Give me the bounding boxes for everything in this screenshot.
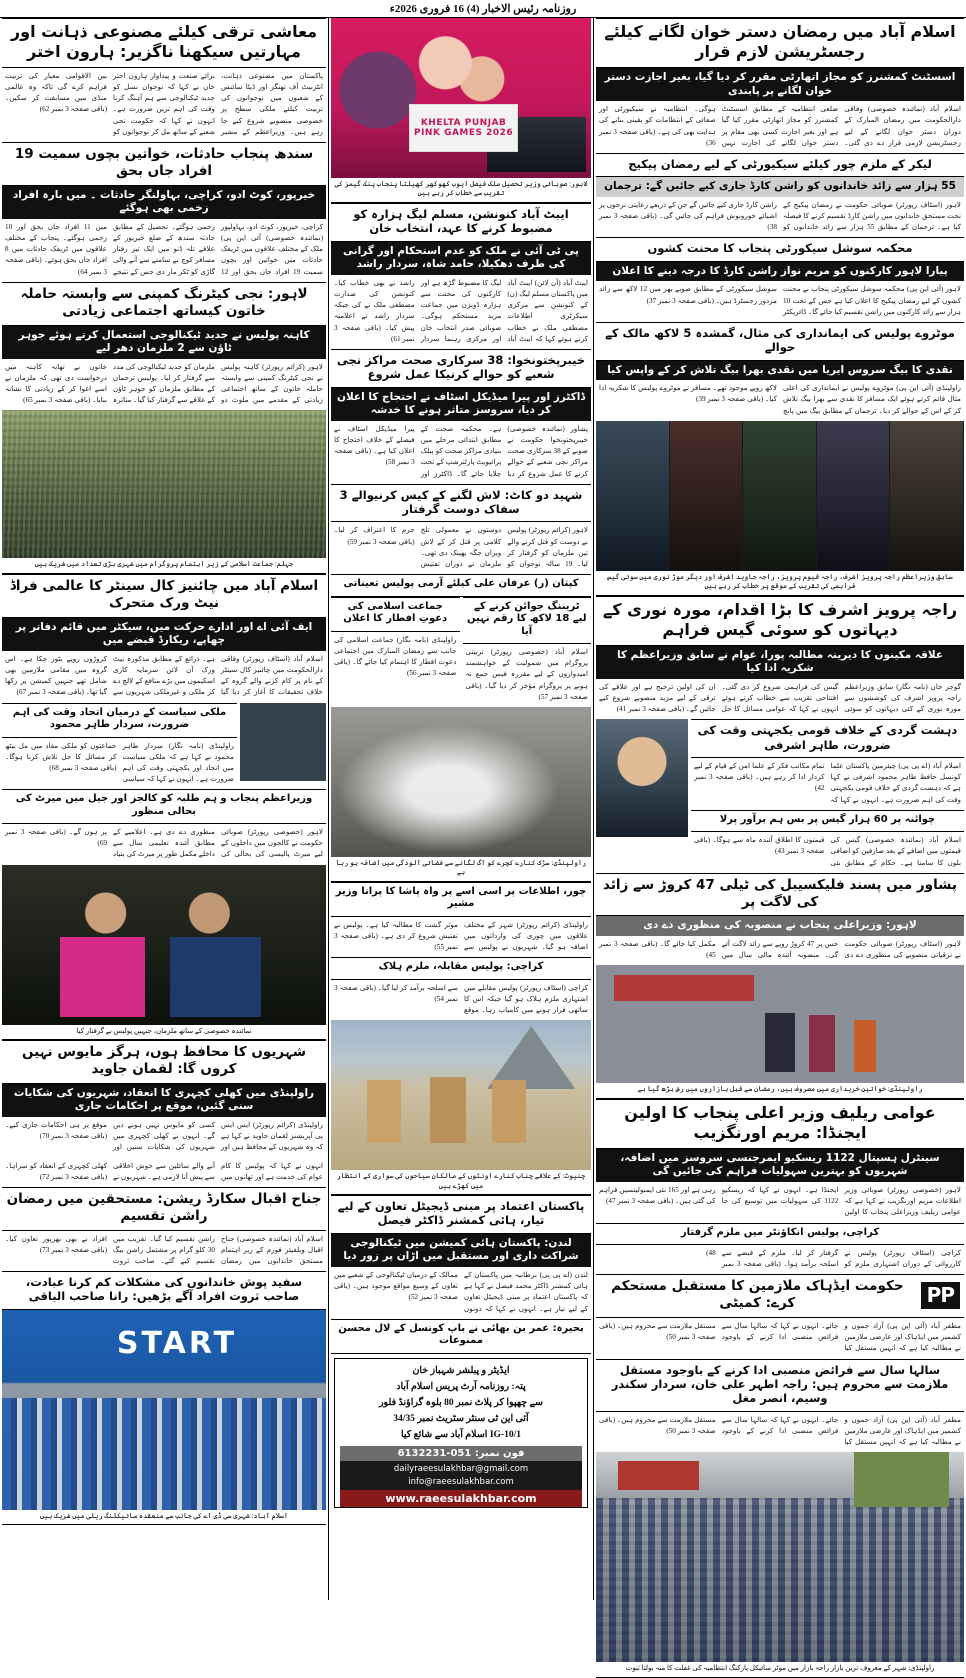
- address-line-4: آئی این ٹی سنٹر سٹریٹ نمبر 34/35: [393, 1414, 529, 1425]
- caption-street-market: راولپنڈی: خواتین خریداری میں مصروف ہیں، رمضان سے قبل بازاروں میں رش بڑھ گیا ہے: [596, 1083, 964, 1098]
- photo-pink-games: [331, 18, 591, 203]
- body-development-project: لاہور (اسٹاف رپورٹر) صوبائی حکومت نے ترقیاتی منصوبے کی منظوری دے دی جس پر 47 کروڑ روپے سے زائد لاگت آئے گی۔ منصوبہ آئندہ مالی سال میں مکمل کیا جائے گا۔ (باقی صفحہ 3 نمبر 45): [599, 940, 961, 960]
- leader-portrait-5: [890, 421, 964, 571]
- photo-street-market: [596, 965, 964, 1098]
- headline-council-case: بحیرہ: عمر بن بھائی نے باپ کونسل کے لال محسن ممنوعات: [331, 1319, 591, 1354]
- body-public-relief: لاہور (خصوصی رپورٹر) صوبائی وزیر اطلاعات مریم اورنگزیب نے کہا ہے کہ عوامی ریلیف وزیراعلی پنجاب کا اولین ایجنڈا ہے۔ انہوں نے کہا کہ ریسکیو 1122 کی سہولیات میں توسیع کی جا رہی ہے اور 165 نئی ایمبولینسیں فراہم کی گئی ہیں۔ (باقی صفحہ 3 نمبر 47): [599, 1186, 961, 1217]
- camel-2: [430, 1077, 466, 1143]
- caption-cycling-rally: اسلام آباد: شہری سی ڈی اے کی جانب سے منعقدہ سائیکلنگ ریلی میں شریک ہیں: [2, 1510, 326, 1525]
- leader-portrait-3: [743, 421, 817, 571]
- headline-islamabad-ramzan: اسلام آباد میں رمضان دستر خوان لگانے کیلئے رجسٹریشن لازم قرار: [596, 18, 964, 68]
- body-gas-price: اسلام آباد (نمائندہ خصوصی) گیس کی قیمتوں میں اضافے کے بعد صارفین کو اضافی بلوں کا سامنا ہے۔ حکام کے مطابق نئی قیمتوں کا اطلاق آئندہ ماہ سے ہوگا۔ (باقی صفحہ 3 نمبر 43): [694, 836, 961, 867]
- email-1: dailyraeesulakhbar@gmail.com: [393, 1464, 529, 1475]
- body-ration-distribution: اسلام آباد (نمائندہ خصوصی) جناح اقبال ویلفیئر فورم کے زیر اہتمام مستحق خاندانوں میں رمضان راشن تقسیم کیا گیا۔ تقریب میں 30 کلو گرام پر مشتمل راشن بیگ تقسیم کیے گئے۔ صاحب ثروت افراد نے بھی بھرپور تعاون کیا۔ (باقی صفحہ 3 نمبر 73): [5, 1234, 323, 1265]
- body-karachi-police-encounter: کراچی (اسٹاف رپورٹر) پولیس مقابلے میں اشتہاری ملزم ہلاک ہو گیا جبکہ اس کا ساتھی فرار ہونے میں کامیاب رہا۔ موقع سے اسلحہ برآمد کر لیا گیا۔ (باقی صفحہ 3 نمبر 54): [334, 983, 588, 1014]
- body-adhoc-employees: مظفر آباد (آئی این پی) آزاد جموں و کشمیر میں ایڈہاک اور عارضی ملازمین نے مطالبہ کیا ہے کہ انہیں مستقل کیا جائے۔ انہوں نے کہا کہ سالہا سال سے فرائض منصبی ادا کرنے کے باوجود مستقل ملازمت سے محروم ہیں۔ (باقی صفحہ 3 نمبر 50): [599, 1322, 961, 1353]
- body-lahore-assault: لاہور (کرائم رپورٹر) کاہنہ پولیس نے نجی کیٹرنگ کمپنی سے وابستہ حاملہ خاتون کے ساتھ اجتماعی زیادتی کے مقدمے میں ملوث دو ملزمان کو جدید ٹیکنالوجی کی مدد سے گرفتار کر لیا۔ پولیس ترجمان کے مطابق ملزمان کو جوہر ٹاؤن کے علاقے سے گرفتار کیا گیا۔ متاثرہ خاتون نے تھانہ کاہنہ میں درخواست دی تھی کہ ملزمان نے اسے اغوا کر کے زیادتی کا نشانہ بنایا۔ (باقی صفحہ 3 نمبر 65): [5, 362, 323, 405]
- headline-adhoc-employees: [596, 1274, 964, 1318]
- suspect-2-shirt: [170, 937, 261, 1017]
- camels-image: [331, 1020, 591, 1170]
- headline-adhoc-employees-text: حکومت ایڈہاک ملازمین کا مستقبل مستحکم کرے: کمیٹی: [611, 1278, 904, 1312]
- email-2: info@raeesulakhbar.com: [408, 1476, 514, 1487]
- headline-abbottabad-convention: ایبٹ آباد کنونشن، مسلم لیگ ہزارہ کو مضبوط کرنے کا عہد، انتخاب خان: [331, 203, 591, 242]
- subhead-call-center-fraud: ایف آئی اے اور ادارے حرکت میں، سیکٹر میں قائم دفاتر پر چھاپے، ریکارڈ قبضے میں: [2, 618, 326, 651]
- camel-3: [492, 1080, 526, 1143]
- body-luqman-javed-2: انہوں نے کہا کہ پولیس کا کام عوام کی خدمت ہے اور تھانوں میں آنے والے سائلین سے خوش اخلاقی سے پیش آنا لازمی ہے۔ شہریوں نے کھلی کچہری کے انعقاد کو سراہا۔ (باقی صفحہ 3 نمبر 72): [5, 1161, 323, 1181]
- shop-sign: [618, 1461, 699, 1490]
- headline-ration-distribution: جناح اقبال سکارڈ ریشن: مستحقین میں رمضان راشن تقسیم: [2, 1187, 326, 1231]
- body-murder-arrest: لاہور (کرائم رپورٹر) پولیس نے دوست کو قتل کرنے والے تین ملزمان کو گرفتار کر لیا۔ 19 سالہ نوجوان کو دوستوں نے معمولی تلخ کلامی پر قتل کر کے لاش ویران جگہ پھینک دی تھی۔ ملزمان نے دوران تفتیش جرم کا اعتراف کر لیا۔ (باقی صفحہ 3 نمبر 59): [334, 526, 588, 568]
- column-left: [0, 18, 328, 1600]
- cyclists: [2, 1398, 326, 1510]
- caption-camels: چنیوٹ: کے علاقے چناب کنارے اونٹوں کے مالکان سیاحوں کی سواری کے انتظار میں کھڑے ہیں: [331, 1170, 591, 1195]
- subhead-kp-health-centers: ڈاکٹرز اور پیرا میڈیکل اسٹاف نے احتجاج کا اعلان کر دیا، سروسز متاثر ہونے کا خدشہ: [331, 388, 591, 421]
- photo-two-suspects: [2, 865, 326, 1040]
- body-national-unity: اسلام آباد (اے پی پی) چیئرمین پاکستان علما کونسل حافظ طاہر محمود اشرفی نے کہا ہے کہ دہشت گردی کے خلاف قومی یکجہتی وقت کی اہم ضرورت ہے۔ انہوں نے کہا کہ تمام مکاتب فکر کے علما امن کے قیام کے لیے کردار ادا کر رہے ہیں۔ (باقی صفحہ 3 نمبر 42): [694, 762, 961, 804]
- address-line-2: پتہ: روزنامہ آرٹ پریس اسلام آباد: [396, 1381, 526, 1392]
- caption-bike-parking: راولپنڈی: شہر کے معروف ترین بازار راجہ بازار میں موٹر سائیکل پارکنگ انتظامیہ کی غفلت کا منہ بولتا ثبوت: [596, 1662, 964, 1677]
- headline-national-unity: دہشت گردی کے خلاف قومی یکجہتی وقت کی ضرورت، طاہر اشرفی: [691, 719, 964, 758]
- photo-leaders-group: [596, 421, 964, 596]
- body-ai-economy: پاکستان میں مصنوعی ذہانت، انٹرنیٹ آف تھنگز اور ڈیٹا سائنس کے شعبوں میں نوجوانوں کی تربیت کیلئے ملکی سطح پر خصوصی منصوبے شروع کیے جا رہے ہیں۔ وزیراعظم کے مشیر برائے صنعت و پیداوار ہارون اختر خان نے کہا کہ نوجوان نسل کو جدید ٹیکنالوجی سے ہم آہنگ کرنا وقت کی اہم ترین ضرورت ہے۔ انہوں نے کہا کہ حکومت نجی شعبے کے ساتھ مل کر نوجوانوں کو بین الاقوامی معیار کی تربیت فراہم کرے گی تاکہ وہ عالمی منڈی میں مسابقت کر سکیں۔ (باقی صفحہ 3 نمبر 62): [5, 72, 323, 136]
- body-training-join: اسلام آباد (خصوصی رپورٹر) تربیتی پروگرام میں شمولیت کے خواہشمند امیدواروں کے لیے مقررہ فیس جمع نہ ہونے پر پروگرام مؤخر کر دیا گیا۔ (باقی صفحہ 3 نمبر 57): [465, 648, 588, 701]
- subhead-public-relief: سینٹرل ہسپتال 1122 ریسکیو ایمرجنسی سروسز میں اضافہ، شہریوں کو بہترین سہولیات فراہم کی جائیں گی: [596, 1149, 964, 1182]
- subhead-abbottabad-convention: پی ٹی آئی نے ملک کو عدم استحکام اور گرانی کی طرف دھکیلا، حامد شاہ، سردار راشد: [331, 242, 591, 275]
- headline-call-center-fraud: اسلام آباد میں چائنیز کال سینٹر کا عالمی فراڈ نیٹ ورک متحرک: [2, 574, 326, 618]
- body-call-center-fraud: اسلام آباد (اسٹاف رپورٹر) وفاقی دارالحکومت میں چائنیز کال سینٹر کے نام پر کام کرنے والے گروہ کے خلاف تحقیقات کا آغاز کر دیا گیا ہے۔ ذرائع کے مطابق مذکورہ نیٹ ورک آن لائن سرمایہ کاری اسکیموں میں بڑے منافع کے لالچ دے کر ملکی و غیرملکی شہریوں سے کروڑوں روپے بٹور چکا ہے۔ اس گروہ میں مقامی ملازمین بھی شامل تھے جنہیں کمیشن پر رکھا گیا تھا۔ (باقی صفحہ 3 نمبر 67): [5, 654, 323, 697]
- address-line-3: سے چھپوا کر پلاٹ نمبر 80 بلوہ گراؤنڈ فلور: [378, 1397, 544, 1408]
- subhead-digital-cooperation: لندن: پاکستان ہائی کمیشن میں ٹیکنالوجی شراکت داری اور مستقبل میں اڑان پر زور دیا: [331, 1234, 591, 1267]
- photo-camels: [331, 1020, 591, 1195]
- headline-ai-economy: معاشی ترقی کیلئے مصنوعی ذہانت اور مہارتیں سیکھنا ناگزیر: ہارون اختر: [2, 18, 326, 68]
- address-line-5: IG-10/1 اسلام آباد سے شائع کیا: [401, 1430, 521, 1441]
- subhead-luqman-javed: راولپنڈی میں کھلی کچہری کا انعقاد، شہریوں کی شکایات سنی گئیں، موقع پر احکامات جاری: [2, 1084, 326, 1117]
- caption-pink-games: لاہور: صوبائی وزیر تحصیل ملک فیصل ایوب کھوکھر کھیلتا پنجاب پنک گیمز کی تقریب سے خطاب کر رہے ہیں: [331, 178, 591, 203]
- headline-karachi-police-encounter: کراچی: پولیس مقابلہ، ملزم ہلاک: [331, 957, 591, 980]
- tahir-mahmood-image: [240, 703, 326, 781]
- email-addresses: [340, 1461, 582, 1490]
- body-gas-supply: گوجر خان (نامہ نگار) سابق وزیراعظم راجہ پرویز اشرف کی کوششوں سے مورہ نوری کے کئی دیہاتوں کو سوئی گیس کی فراہمی شروع کر دی گئی۔ افتتاحی تقریب سے خطاب کرتے ہوئے انہوں نے کہا کہ عوامی مسائل کا حل ان کی اولین ترجیح ہے اور علاقے کی ترقی کے لیے مزید منصوبے شروع کیے جائیں گے۔ (باقی صفحہ 3 نمبر 41): [599, 682, 961, 714]
- cleric-image: [596, 719, 688, 837]
- phone-label: فون نمبر:: [474, 1448, 525, 1460]
- street-market-image: [596, 965, 964, 1083]
- headline-kp-health-centers: خیبرپختونخوا: 38 سرکاری صحت مراکز نجی شعبے کو حوالے کرنیکا عمل شروع: [331, 349, 591, 388]
- subhead-ramzan-package: 55 ہزار سے زائد خاندانوں کو راشن کارڈ جاری کیے جائیں گے: ترجمان: [596, 177, 964, 197]
- headline-murder-arrest: شہید دو کاٹ: لاش لگنے کے کیس کرنیوالے 3 سفاک دوست گرفتار: [331, 484, 591, 523]
- headline-accidents-19-dead: سندھ پنجاب حادثات، خواتین بچوں سمیت 19 افراد جاں بحق: [2, 142, 326, 186]
- leaders-image: [596, 421, 964, 571]
- headline-theft-reports: چور، اطلاعات پر اسی اسے پر واہ پاشا کا پرانا وزیر مشیر: [331, 882, 591, 917]
- headline-charity-appeal: سفید پوش خاندانوں کی مشکلات کم کرنا عبادت، صاحب ثروت افراد آگے بڑھیں: رانا صاحب الباقی: [2, 1271, 326, 1310]
- pedestrian-2: [809, 1015, 835, 1072]
- body-merit-policy: لاہور (خصوصی رپورٹر) صوبائی حکومت نے کالجوں میں داخلوں کے لیے میرٹ پالیسی کی بحالی کی منظوری دے دی ہے۔ اعلامیے کے مطابق آئندہ تعلیمی سال سے داخلے مکمل طور پر میرٹ کی بنیاد پر ہوں گے۔ (باقی صفحہ 3 نمبر 69): [5, 828, 323, 859]
- masthead: [0, 0, 966, 18]
- website-url[interactable]: www.raeesulakhbar.com: [340, 1490, 582, 1507]
- subhead-accidents-19-dead: خیرپور، کوٹ ادو، کراچی، بہاولنگر حادثات ۔ میں بارہ افراد زخمی بھی ہوگئے: [2, 186, 326, 219]
- leader-portrait-2: [670, 421, 744, 571]
- headline-public-relief: عوامی ریلیف وزیر اعلی پنجاب کا اولین ایجنڈا: مریم اورنگزیب: [596, 1099, 964, 1149]
- headline-development-project: پشاور میں پسند فلیکسیبل کی ٹیلی 47 کروڑ سے زائد کی لاگت پر: [596, 873, 964, 917]
- body-ramzan-package: لاہور (اسٹاف رپورٹر) صوبائی حکومت نے رمضان پیکیج کے تحت مستحق خاندانوں میں راشن کارڈ تقسیم کرنے کا فیصلہ کیا ہے۔ ترجمان کے مطابق 55 ہزار سے زائد خاندانوں کو راشن کارڈ جاری کیے جائیں گے جن کے ذریعے رعایتی نرخوں پر اشیائے خورونوش فراہم کی جائیں گی۔ (باقی صفحہ 3 نمبر 38): [599, 200, 962, 232]
- photo-jamaat-crowd: [2, 410, 326, 573]
- headline-social-security: محکمہ سوشل سیکورٹی پنجاب کا محنت کشوں: [596, 237, 964, 261]
- camel-1: [367, 1080, 401, 1143]
- smoke-pollution-image: [331, 707, 591, 857]
- masthead-text: روزنامہ رئیس الاخبار (4) 16 فروری 2026ء: [389, 3, 577, 15]
- body-theft-reports: راولپنڈی (کرائم رپورٹر) شہر کے مختلف علاقوں میں چوری کی وارداتوں میں اضافہ ہو گیا۔ شہریوں نے پولیس سے موثر گشت کا مطالبہ کیا ہے۔ پولیس نے تفتیش شروع کر دی ہے۔ (باقی صفحہ 3 نمبر 55): [334, 920, 588, 951]
- pedestrian-3: [854, 1020, 876, 1072]
- headline-permanent-jobs: سالہا سال سے فرائض منصبی ادا کرنے کے باوجود مستقل ملازمت سے محروم ہیں: راجہ اطہر علی خان، سردار سکندر وسیم، انصر مغل: [596, 1359, 964, 1412]
- phone-value: 051-6132231: [397, 1448, 472, 1460]
- column-middle: [328, 18, 594, 1600]
- bike-parking-image: [596, 1452, 964, 1662]
- caption-two-suspects: نمائندہ خصوصی کے ساتھ ملزمان، جنہیں پولیس نے گرفتار کیا: [2, 1025, 326, 1040]
- body-accidents-19-dead: کراچی، خیرپور، کوٹ ادو، بہاولپور (نمائندہ خصوصی) آئی این پی) ملک کے مختلف علاقوں میں ٹریفک حادثات میں خواتین اور بچوں سمیت 19 افراد جاں بحق اور 12 زخمی ہوگئے۔ تحصیل کے مطابق حادثہ سندھ کے ضلع خیرپور کے علاقے تلہ ڈنو میں ایک تیز رفتار مسافر کوچ نے سامنے سے آنے والی گاڑی کو ٹکر مار دی جس کے نتیجے میں 11 افراد جاں بحق اور 10 زخمی ہوگئے۔ پنجاب کے مختلف علاقوں میں ٹریفک حادثات میں 8 افراد جاں بحق ہوئے۔ (باقی صفحہ 3 نمبر 64): [5, 222, 323, 276]
- start-banner-text: START: [116, 1326, 238, 1362]
- photo-smoke-pollution: [331, 707, 591, 882]
- editor-publisher: ایڈیٹر و پبلشر شہباز خان: [412, 1365, 510, 1376]
- headline-ramzan-package: لیکر کے ملزم چور کیلئے سیکیورٹی کے لیے رمضان پیکیج: [596, 153, 964, 177]
- leader-portrait-4: [817, 421, 891, 571]
- body-luqman-javed: راولپنڈی (کرائم رپورٹر) ایس ایس پی آپریشنز لقمان جاوید نے کہا ہے کہ وہ شہریوں کے محافظ ہیں اور کسی کو مایوس نہیں ہونے دیں گے۔ انہوں نے کھلی کچہری میں شہریوں کی شکایات سنیں اور موقع پر ہی احکامات جاری کیے۔ (باقی صفحہ 3 نمبر 70): [5, 1121, 323, 1152]
- headline-digital-cooperation: پاکستان اعتماد پر مبنی ڈیجیٹل تعاون کے لیے تیار، ہائی کمشنر ڈاکٹر فیصل: [331, 1195, 591, 1234]
- cycling-rally-image: [2, 1310, 326, 1510]
- subhead-development-project: لاہور: وزیراعلی پنجاب نے منصوبہ کی منظوری دے دی: [596, 916, 964, 936]
- photo-tahir-mahmood: [240, 703, 326, 781]
- headline-luqman-javed: شہریوں کا محافظ ہوں، ہرگز مایوس نہیں کروں گا: لقمان جاوید: [2, 1040, 326, 1084]
- headline-gas-supply: راجہ پرویز اشرف کا بڑا اقدام، مورہ نوری کے دیہاتوں کو سوئی گیس فراہم: [596, 596, 964, 646]
- headline-gas-price: چوائنہ پر 60 ہزار گیس پر بس ہم برآور پرلا: [691, 810, 964, 833]
- body-iftar-invitation: راولپنڈی (نامہ نگار) جماعت اسلامی کی جانب سے رمضان المبارک میں اجتماعی دعوت افطار کا اہتمام کیا جائے گا۔ (باقی صفحہ 3 نمبر 56): [334, 635, 457, 677]
- headline-merit-policy: وزیراعظم پنجاب و ہم طلبہ کو کالجز اور جیل میں میرٹ کی بحالی منظور: [2, 789, 326, 824]
- newspaper-page: [0, 18, 966, 1673]
- body-digital-cooperation: لندن (اے پی پی) برطانیہ میں پاکستان کے ہائی کمشنر ڈاکٹر محمد فیصل نے کہا ہے کہ پاکستان اعتماد پر مبنی ڈیجیٹل تعاون کے لیے تیار ہے۔ انہوں نے کہا کہ دونوں ممالک کے درمیان ٹیکنالوجی کے شعبے میں تعاون کے وسیع مواقع موجود ہیں۔ (باقی صفحہ 3 نمبر 52): [334, 1271, 588, 1313]
- photo-cleric: [596, 719, 688, 837]
- pp-logo: PP: [921, 1282, 960, 1309]
- banner-line-2: PINK GAMES 2026: [413, 128, 514, 139]
- headline-army-police-posting: کپتان (ر) عرفان علی کیلئے آرمی پولیس تعیناتی: [331, 574, 591, 597]
- body-adhoc-employees-2: مظفر آباد (آئی این پی) آزاد جموں و کشمیر میں ایڈہاک اور عارضی ملازمین نے مطالبہ کیا ہے کہ انہیں مستقل کیا جائے۔ انہوں نے کہا کہ سالہا سال سے فرائض منصبی ادا کرنے کے باوجود مستقل ملازمت سے محروم ہیں۔ (باقی صفحہ 3 نمبر 50): [599, 1415, 961, 1447]
- subhead-islamabad-ramzan: اسسٹنٹ کمشنرز کو مجاز اتھارٹی مقرر کر دیا گیا، بغیر اجازت دستر خوان لگانے پر پابندی: [596, 68, 964, 101]
- pink-games-banner: [409, 104, 518, 152]
- headline-training-join: ٹریننگ جوائن کرنے کے لیے 18 لاکھ کا رقم نہیں آیا: [463, 597, 592, 645]
- pink-games-image: [331, 18, 591, 178]
- headline-lahore-assault: لاہور: نجی کیٹرنگ کمپنی سے وابستہ حاملہ خاتون کیساتھ اجتماعی زیادتی: [2, 282, 326, 326]
- subhead-motorway-police: نقدی کا بیگ سروس ایریا میں نقدی بھرا بیگ تلاش کر کے واپس کیا: [596, 361, 964, 381]
- body-karachi-encounter: کراچی (اسٹاف رپورٹر) پولیس نے کارروائی کے دوران اشتہاری ملزم کو گرفتار کر لیا۔ ملزم کے قبضے سے اسلحہ برآمد ہوا۔ (باقی صفحہ 3 نمبر 48): [706, 1249, 961, 1269]
- crowd-image: [2, 410, 326, 558]
- caption-jamaat-crowd: جہلم: جماعت اسلامی کے زیر اہتمام پروگرام میں شہری بڑی تعداد میں شریک ہیں: [2, 558, 326, 573]
- phone-number: [340, 1446, 582, 1461]
- caption-leaders-group: سابق وزیراعظم راجہ پرویز اشرف، راجہ قیوم پرویز، راجہ جاوید اشرف اور دیگر موڑ نوری میں سوئی گیس فراہمی کی تقریب کے موقع پر خطاب کر رہے ہیں: [596, 571, 964, 596]
- body-abbottabad-convention: ایبٹ آباد (آن لائن) ایبٹ آباد میں پاکستان مسلم لیگ (ن) کے کنونشن سے مرکزی سیکرٹری اطلاعات مصطفی ملک نے خطاب کرتے ہوئے کہا کہ ایبٹ آباد لیگ کا مضبوط گڑھ ہے اور کارکنوں کی محنت سے ہزارہ ڈویژن میں جماعت مزید مستحکم ہوگی۔ صوبائی صدر انتخاب خان اور مرکزی رہنما سردار راشد نے بھی خطاب کیا۔ کنونشن کی صدارت مصطفی ملک نے کی جبکہ سردار راشد نے اعلامیہ پیش کیا۔ (باقی صفحہ 3 نمبر 61): [334, 278, 588, 343]
- body-islamabad-ramzan: اسلام آباد (نمائندہ خصوصی) وفاقی دارالحکومت میں رمضان المبارک کے دوران دستر خوان لگانے کے لیے رجسٹریشن لازمی قرار دے دی گئی۔ ضلعی انتظامیہ کے مطابق اسسٹنٹ کمشنرز کو مجاز اتھارٹی مقرر کیا گیا ہے اور بغیر اجازت کسی بھی مقام پر دستر خوان لگانے کی اجازت نہیں ہوگی۔ انتظامیہ نے سیکیورٹی اور صفائی کے انتظامات کو یقینی بنانے کی ہدایت بھی کی ہے۔ (باقی صفحہ 3 نمبر 36): [599, 105, 961, 147]
- photo-cycling-rally: [2, 1310, 326, 1525]
- leader-portrait-1: [596, 421, 670, 571]
- two-suspects-image: [2, 865, 326, 1025]
- subhead-gas-supply: علاقہ مکینوں کا دیرینہ مطالبہ پورا، عوام نے سابق وزیراعظم کا شکریہ ادا کیا: [596, 646, 964, 679]
- suspect-1-shirt: [60, 937, 144, 1017]
- subhead-social-security: پیارا لاہور کارکنوں کو مریم نواز راشن کارڈ کا درجہ دینے کا اعلان: [596, 262, 964, 282]
- body-social-security: لاہور (آئی این پی) محکمہ سوشل سیکورٹی پنجاب نے محنت کشوں کے لیے رمضان پیکیج کا اعلان کیا ہے جس کے تحت 10 ہزار سے زائد کارکنوں میں راشن تقسیم کیا جائے گا۔ ڈائریکٹر سوشل سیکورٹی کے مطابق صوبے بھر میں 12 لاکھ سے زائد مزدور رجسٹرڈ ہیں۔ (باقی صفحہ 3 نمبر 37): [599, 285, 961, 316]
- banner-line-1: KHELTA PUNJAB: [420, 118, 507, 129]
- column-right: [594, 18, 966, 1673]
- body-political-unity: راولپنڈی (نامہ نگار) سردار طاہر محمود نے کہا ہے کہ ملکی سیاست میں اتحاد اور یکجہتی وقت کی اہم ضرورت ہے۔ انہوں نے کہا کہ سیاسی جماعتوں کو ملکی مفاد میں مل بیٹھ کر مسائل کا حل تلاش کرنا ہوگا۔ (باقی صفحہ 3 نمبر 68): [5, 741, 234, 783]
- subhead-lahore-assault: کاہنہ پولیس نے جدید ٹیکنالوجی استعمال کرتے ہوئے جوہر ٹاؤن سے 2 ملزمان دھر لیے: [2, 326, 326, 359]
- tree: [854, 1452, 950, 1507]
- body-motorway-police: راولپنڈی (آئی این پی) موٹروے پولیس نے ایمانداری کی اعلی مثال قائم کرتے ہوئے ایک مسافر کا نقدی سے بھرا بیگ تلاش کر کے اس کے حوالے کر دیا۔ ترجمان کے مطابق بیگ میں پانچ لاکھ روپے موجود تھے۔ مسافر نے موٹروے پولیس کا شکریہ ادا کیا۔ (باقی صفحہ 3 نمبر 39): [599, 384, 961, 415]
- caption-smoke-pollution: راولپنڈی: سڑک کنارے کچرے کو آگ لگانے سے فضائی آلودگی میں اضافہ ہو رہا ہے: [331, 857, 591, 882]
- headline-iftar-invitation: جماعت اسلامی کی دعوتِ افطار کا اعلان: [331, 597, 460, 632]
- headline-motorway-police: موٹروے پولیس کی ایمانداری کی مثال، گمشدہ 5 لاکھ مالک کے حوالے: [596, 322, 964, 361]
- photo-bike-parking: [596, 1452, 964, 1677]
- shop-awning: [614, 975, 754, 1001]
- body-kp-health-centers: پشاور (نمائندہ خصوصی) خیبرپختونخوا حکومت نے صوبے کے 38 سرکاری صحت مراکز نجی شعبے کے حوالے کرنے کا عمل شروع کر دیا ہے۔ محکمہ صحت کے مطابق ابتدائی مرحلے میں بنیادی مراکز صحت کو پبلک پرائیویٹ پارٹنرشپ کے تحت چلایا جائے گا۔ ڈاکٹرز اور پیرا میڈیکل اسٹاف نے فیصلے کے خلاف احتجاج کا اعلان کیا ہے۔ (باقی صفحہ 3 نمبر 58): [334, 424, 588, 478]
- pedestrian-1: [765, 1013, 794, 1072]
- headline-political-unity: ملکی سیاست کے درمیان اتحاد وقت کی اہم ضرورت، سردار طاہر محمود: [2, 703, 237, 738]
- headline-karachi-encounter: کراچی، پولیس انکاؤنٹر میں ملزم گرفتار: [596, 1223, 964, 1246]
- contact-box: [334, 1358, 588, 1508]
